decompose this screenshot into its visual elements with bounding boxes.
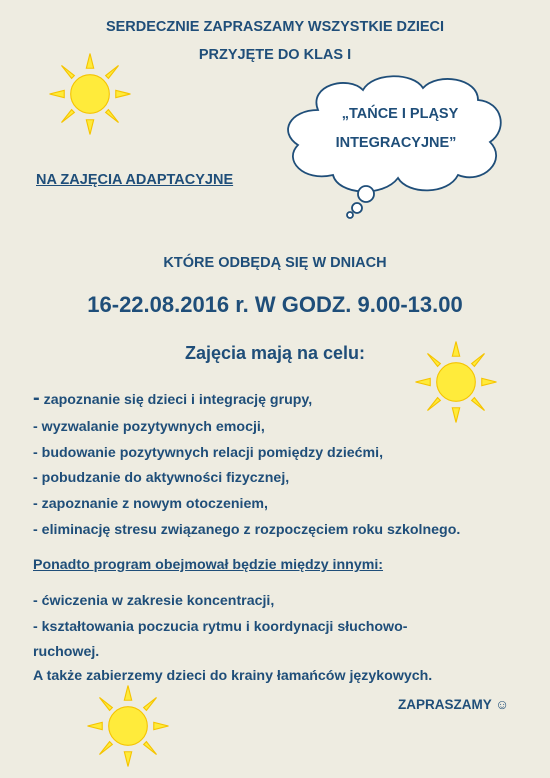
list-dash: - bbox=[33, 445, 38, 461]
list-item-text: budowanie pozytywnych relacji pomiędzy dziećmi, bbox=[37, 445, 384, 461]
cloud-line-1: „TAŃCE I PLĄSY bbox=[341, 106, 459, 122]
thought-cloud bbox=[278, 70, 513, 220]
list-dash: - bbox=[33, 419, 38, 435]
heading-line-2: PRZYJĘTE DO KLAS I bbox=[198, 47, 352, 63]
list-item-text: wyzwalanie pozytywnych emocji, bbox=[37, 419, 265, 435]
list-item bbox=[33, 445, 383, 461]
list-item: - ćwiczenia w zakresie koncentracji, bbox=[33, 593, 275, 609]
list-item: ruchowej. bbox=[33, 644, 100, 660]
list-dash: - bbox=[33, 470, 38, 486]
dates-intro: KTÓRE ODBĘDĄ SIĘ W DNIACH bbox=[163, 255, 387, 271]
outro-text: A także zabierzemy dzieci do krainy łamańców językowych. bbox=[33, 668, 433, 684]
list-item bbox=[33, 522, 460, 538]
list-dash: - bbox=[33, 496, 38, 512]
list-item bbox=[33, 419, 265, 435]
list-item: - kształtowania poczucia rytmu i koordynacji słuchowo- bbox=[33, 619, 408, 635]
list-item-text: eliminację stresu związanego z rozpoczęciem roku szkolnego. bbox=[37, 522, 461, 538]
list-item-text: pobudzanie do aktywności fizycznej, bbox=[37, 470, 290, 486]
goals-title: Zajęcia mają na celu: bbox=[184, 343, 366, 363]
sun-icon bbox=[44, 48, 136, 140]
list-dash: - bbox=[33, 387, 40, 409]
list-item-text: zapoznanie się dzieci i integrację grupy, bbox=[39, 392, 313, 408]
subtitle: NA ZAJĘCIA ADAPTACYJNE bbox=[36, 172, 234, 188]
sun-icon bbox=[410, 336, 502, 428]
list-item bbox=[33, 496, 268, 512]
list-item-text: zapoznanie z nowym otoczeniem, bbox=[37, 496, 268, 512]
list-dash: - bbox=[33, 522, 38, 538]
closing-text: ZAPRASZAMY ☺ bbox=[398, 697, 510, 712]
list-item bbox=[33, 388, 312, 408]
more-title: Ponadto program obejmował będzie między innymi: bbox=[33, 557, 384, 573]
sun-icon bbox=[82, 680, 174, 772]
heading-line-1: SERDECZNIE ZAPRASZAMY WSZYSTKIE DZIECI bbox=[105, 19, 445, 35]
list-item bbox=[33, 470, 289, 486]
cloud-line-2: INTEGRACYJNE” bbox=[335, 135, 457, 151]
event-dates: 16-22.08.2016 r. W GODZ. 9.00-13.00 bbox=[87, 292, 463, 317]
